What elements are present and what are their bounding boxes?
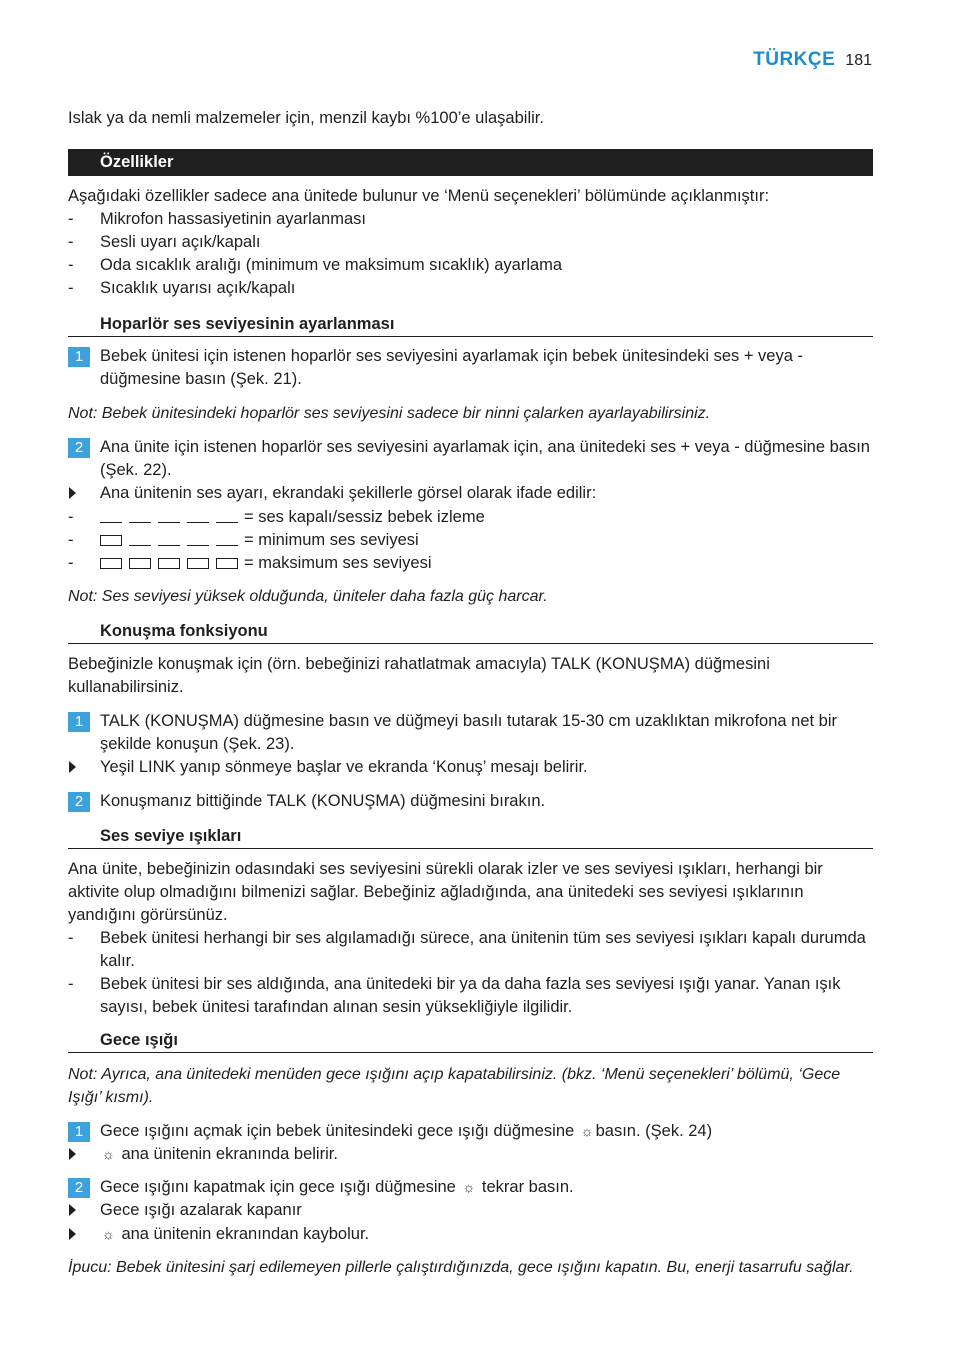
volume-segment-off xyxy=(129,535,151,546)
volume-segment-off xyxy=(216,535,238,546)
step-number: 2 xyxy=(68,792,90,812)
night-light-icon: ☼ xyxy=(462,1179,476,1195)
night-tip: İpucu: Bebek ünitesini şarj edilemeyen pillerle çalıştırdığınızda, gece ışığını kapatın. Bu, enerji tasarrufu sağlar. xyxy=(68,1259,854,1276)
night-step-1: 1 Gece ışığını açmak için bebek ünitesindeki gece ışığı düğmesine ☼ basın. (Şek. 24) ☼ ana ünitenin ekranında belirir. xyxy=(68,1120,873,1167)
step-number: 2 xyxy=(68,1178,90,1198)
step-number: 1 xyxy=(68,712,90,732)
talk-step-2: 2 Konuşmanız bittiğinde TALK (KONUŞMA) düğmesini bırakın. xyxy=(68,790,873,813)
page-header xyxy=(753,49,872,71)
features-lead: Aşağıdaki özellikler sadece ana ünitede bulunur ve ‘Menü seçenekleri’ bölümünde açıklanmıştır: xyxy=(68,187,770,205)
lights-lead: Ana ünite, bebeğinizin odasındaki ses seviyesini sürekli olarak izler ve ses seviyesi ışıkları, herhangi bir aktivite olup olmadığını bilmenizi sağlar. Bebeğiniz ağladığında, ana ünitedeki ses seviyesi ışıklarının yandığını görürsünüz. xyxy=(68,860,823,924)
volume-indicator-icon xyxy=(100,512,238,523)
list-item: - Bebek ünitesi herhangi bir ses algılamadığı sürece, ana ünitenin tüm ses seviyesi ışıkları kapalı durumda kalır. xyxy=(68,929,866,970)
volume-segment-off xyxy=(129,512,151,523)
subheading-lights: Ses seviye ışıkları xyxy=(68,825,873,849)
list-item: - Bebek ünitesi bir ses aldığında, ana ünitedeki bir ya da daha fazla ses seviyesi ışığı yanar. Yanan ışık sayısı, bebek ünitesi tarafından alınan sesin yüksekliğiyle ilgilidir. xyxy=(68,975,841,1016)
step-number: 1 xyxy=(68,347,90,367)
result-arrow-icon xyxy=(69,1204,76,1216)
volume-segment-off xyxy=(158,512,180,523)
volume-segment-off xyxy=(158,535,180,546)
speaker-step-1: 1 Bebek ünitesi için istenen hoparlör ses seviyesini ayarlamak için bebek ünitesindeki ses + veya - düğmesine basın (Şek. 21). xyxy=(68,345,873,391)
night-light-icon: ☼ xyxy=(102,1146,115,1162)
step-number: 2 xyxy=(68,438,90,458)
result-arrow-icon xyxy=(69,487,76,499)
subheading-night-light: Gece ışığı xyxy=(68,1029,873,1053)
volume-segment-on xyxy=(158,558,180,569)
volume-segment-on xyxy=(187,558,209,569)
list-item: - Sıcaklık uyarısı açık/kapalı xyxy=(68,279,296,297)
volume-indicator-icon xyxy=(100,558,238,569)
list-item: - Mikrofon hassasiyetinin ayarlanması xyxy=(68,210,366,228)
volume-segment-on xyxy=(129,558,151,569)
night-light-icon: ☼ xyxy=(580,1123,594,1139)
night-light-icon: ☼ xyxy=(102,1226,115,1242)
features-block xyxy=(68,185,873,300)
volume-level-row: - = maksimum ses seviyesi xyxy=(68,554,432,572)
subheading-talk: Konuşma fonksiyonu xyxy=(68,620,873,644)
speaker-step-2: 2 Ana ünite için istenen hoparlör ses seviyesini ayarlamak için, ana ünitedeki ses + veya - düğmesine basın (Şek. 22). Ana ünitenin ses ayarı, ekrandaki şekillerle görsel olarak ifade edilir: - = ses kapalı/sessiz bebek izleme - = minimum ses seviyesi - = maksimum ses seviyesi xyxy=(68,436,873,575)
volume-segment-on xyxy=(100,535,122,546)
speaker-note-2: Not: Ses seviyesi yüksek olduğunda, üniteler daha fazla güç harcar. xyxy=(68,588,548,605)
language-label: TÜRKÇE xyxy=(753,49,836,70)
talk-step-1: 1 TALK (KONUŞMA) düğmesine basın ve düğmeyi basılı tutarak 15-30 cm uzaklıktan mikrofona net bir şekilde konuşun (Şek. 23). Yeşil LINK yanıp sönmeye başlar ve ekranda ‘Konuş’ mesajı belirir. xyxy=(68,710,873,780)
volume-segment-off xyxy=(216,512,238,523)
section-bar-features: Özellikler xyxy=(68,149,873,176)
lights-block xyxy=(68,858,873,1019)
volume-level-row: - = ses kapalı/sessiz bebek izleme xyxy=(68,508,485,526)
volume-segment-on xyxy=(100,558,122,569)
list-item: - Sesli uyarı açık/kapalı xyxy=(68,233,261,251)
result-arrow-icon xyxy=(69,1148,76,1160)
night-note: Not: Ayrıca, ana ünitedeki menüden gece ışığını açıp kapatabilirsiniz. (bkz. ‘Menü seçenekleri’ bölümü, ‘Gece Işığı’ kısmı). xyxy=(68,1066,841,1106)
intro-text: Islak ya da nemli malzemeler için, menzil kaybı %100’e ulaşabilir. xyxy=(68,109,544,127)
step-number: 1 xyxy=(68,1122,90,1142)
volume-segment-off xyxy=(187,535,209,546)
night-step-2: 2 Gece ışığını kapatmak için gece ışığı düğmesine ☼ tekrar basın. Gece ışığı azalarak kapanır ☼ ana ünitenin ekranından kaybolur. xyxy=(68,1176,873,1247)
volume-segment-off xyxy=(187,512,209,523)
volume-segment-off xyxy=(100,512,122,523)
result-arrow-icon xyxy=(69,1228,76,1240)
talk-lead: Bebeğinizle konuşmak için (örn. bebeğinizi rahatlatmak amacıyla) TALK (KONUŞMA) düğmesini kullanabilirsiniz. xyxy=(68,655,770,696)
speaker-note-1: Not: Bebek ünitesindeki hoparlör ses seviyesini sadece bir ninni çalarken ayarlayabilirsiniz. xyxy=(68,405,711,422)
list-item: - Oda sıcaklık aralığı (minimum ve maksimum sıcaklık) ayarlama xyxy=(68,256,563,274)
result-arrow-icon xyxy=(69,761,76,773)
subheading-speaker: Hoparlör ses seviyesinin ayarlanması xyxy=(68,313,873,337)
volume-level-row: - = minimum ses seviyesi xyxy=(68,531,419,549)
volume-segment-on xyxy=(216,558,238,569)
page-number: 181 xyxy=(845,52,872,69)
volume-indicator-icon xyxy=(100,535,238,546)
